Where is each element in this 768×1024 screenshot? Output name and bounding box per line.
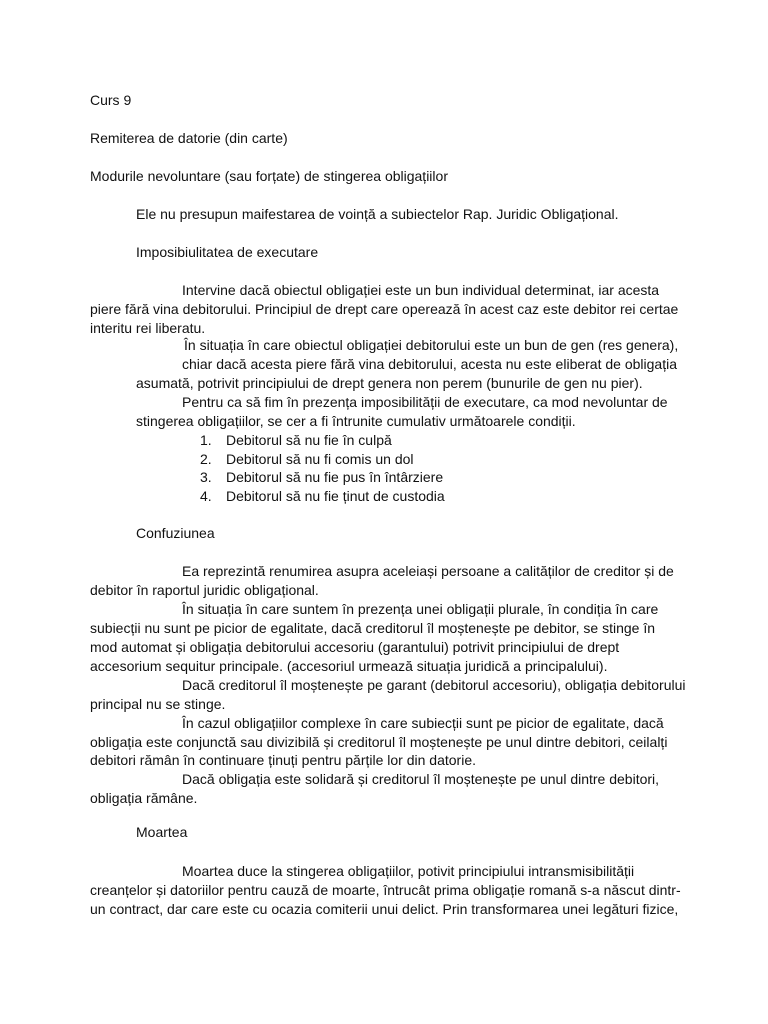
list-number: 2. bbox=[200, 451, 212, 467]
paragraph-line: subiecții nu sunt pe picior de egalitate, dacă creditorul îl moștenește pe debitor, se stinge în bbox=[90, 620, 656, 636]
paragraph-line: În situația în care suntem în prezența unei obligații plurale, în condiția în care bbox=[182, 601, 659, 617]
paragraph-line: mod automat și obligația debitorului accesoriu (garantului) potrivit principiului de drept bbox=[90, 639, 620, 655]
paragraph-line: piere fără vina debitorului. Principiul de drept care operează în acest caz este debitor rei certae bbox=[90, 301, 679, 317]
paragraph-line: asumată, potrivit principiului de drept genera non perem (bunurile de gen nu pier). bbox=[136, 375, 643, 391]
course-title: Curs 9 bbox=[90, 92, 132, 108]
paragraph-line: creanțelor și datoriilor pentru cauză de moarte, întrucât prima obligație romană s-a născut dintr- bbox=[90, 882, 681, 898]
section-heading-moartea: Moartea bbox=[136, 824, 188, 840]
paragraph-line: interitu rei liberatu. bbox=[90, 320, 206, 336]
paragraph-line: accesorium sequitur principale. (accesoriul urmează situația juridică a principalului). bbox=[90, 658, 608, 674]
paragraph-line: debitor în raportul juridic obligațional. bbox=[90, 582, 319, 598]
paragraph-line: obligația este conjunctă sau divizibilă și creditorul îl moștenește pe unul dintre debitori, ceilalți bbox=[90, 734, 668, 750]
list-number: 1. bbox=[200, 432, 212, 448]
paragraph-line: stingerea obligațiilor, se cer a fi întrunite cumulativ următoarele condiții. bbox=[136, 413, 576, 429]
paragraph-line: În situația în care obiectul obligației debitorului este un bun de gen (res genera), bbox=[184, 337, 679, 353]
paragraph-line: debitori rămân în continuare ținuți pentru părțile lor din datorie. bbox=[90, 752, 476, 768]
list-number: 3. bbox=[200, 469, 212, 485]
list-item bbox=[200, 487, 445, 506]
paragraph-line: un contract, dar care este cu ocazia comiterii unui delict. Prin transformarea unei legături fizice, bbox=[90, 901, 679, 917]
paragraph-line: Moartea duce la stingerea obligațiilor, potivit principiului intransmisibilității bbox=[182, 863, 635, 879]
paragraph-line: Ea reprezintă renumirea asupra aceleiași persoane a calităților de creditor și de bbox=[182, 563, 674, 579]
heading-remiterea: Remiterea de datorie (din carte) bbox=[90, 130, 288, 146]
paragraph-line: obligația rămâne. bbox=[90, 790, 198, 806]
heading-modurile-nevoluntare: Modurile nevoluntare (sau forțate) de stingerea obligațiilor bbox=[90, 168, 448, 184]
paragraph-line: Pentru ca să fim în prezența imposibilității de executare, ca mod nevoluntar de bbox=[182, 394, 668, 410]
paragraph-line: Dacă obligația este solidară și creditorul îl moștenește pe unul dintre debitori, bbox=[182, 771, 660, 787]
intro-paragraph: Ele nu presupun maifestarea de voință a subiectelor Rap. Juridic Obligațional. bbox=[136, 206, 619, 222]
list-text: Debitorul să nu fie ținut de custodia bbox=[226, 488, 445, 504]
list-text: Debitorul să nu fie în culpă bbox=[226, 432, 392, 448]
list-item bbox=[200, 468, 443, 487]
paragraph-line: chiar dacă acesta piere fără vina debitorului, acesta nu este eliberat de obligația bbox=[182, 356, 677, 372]
list-text: Debitorul să nu fi comis un dol bbox=[226, 451, 414, 467]
list-number: 4. bbox=[200, 488, 212, 504]
paragraph-line: Dacă creditorul îl moștenește pe garant (debitorul accesoriu), obligația debitorului bbox=[182, 677, 686, 693]
list-item bbox=[200, 431, 392, 450]
section-heading-imposibilitate: Imposibiulitatea de executare bbox=[136, 244, 319, 260]
paragraph-line: principal nu se stinge. bbox=[90, 696, 226, 712]
list-item bbox=[200, 450, 414, 469]
section-heading-confuziunea: Confuziunea bbox=[136, 525, 215, 541]
paragraph-line: Intervine dacă obiectul obligației este un bun individual determinat, iar acesta bbox=[182, 282, 660, 298]
list-text: Debitorul să nu fie pus în întârziere bbox=[226, 469, 444, 485]
paragraph-line: În cazul obligațiilor complexe în care subiecții sunt pe picior de egalitate, dacă bbox=[182, 715, 664, 731]
